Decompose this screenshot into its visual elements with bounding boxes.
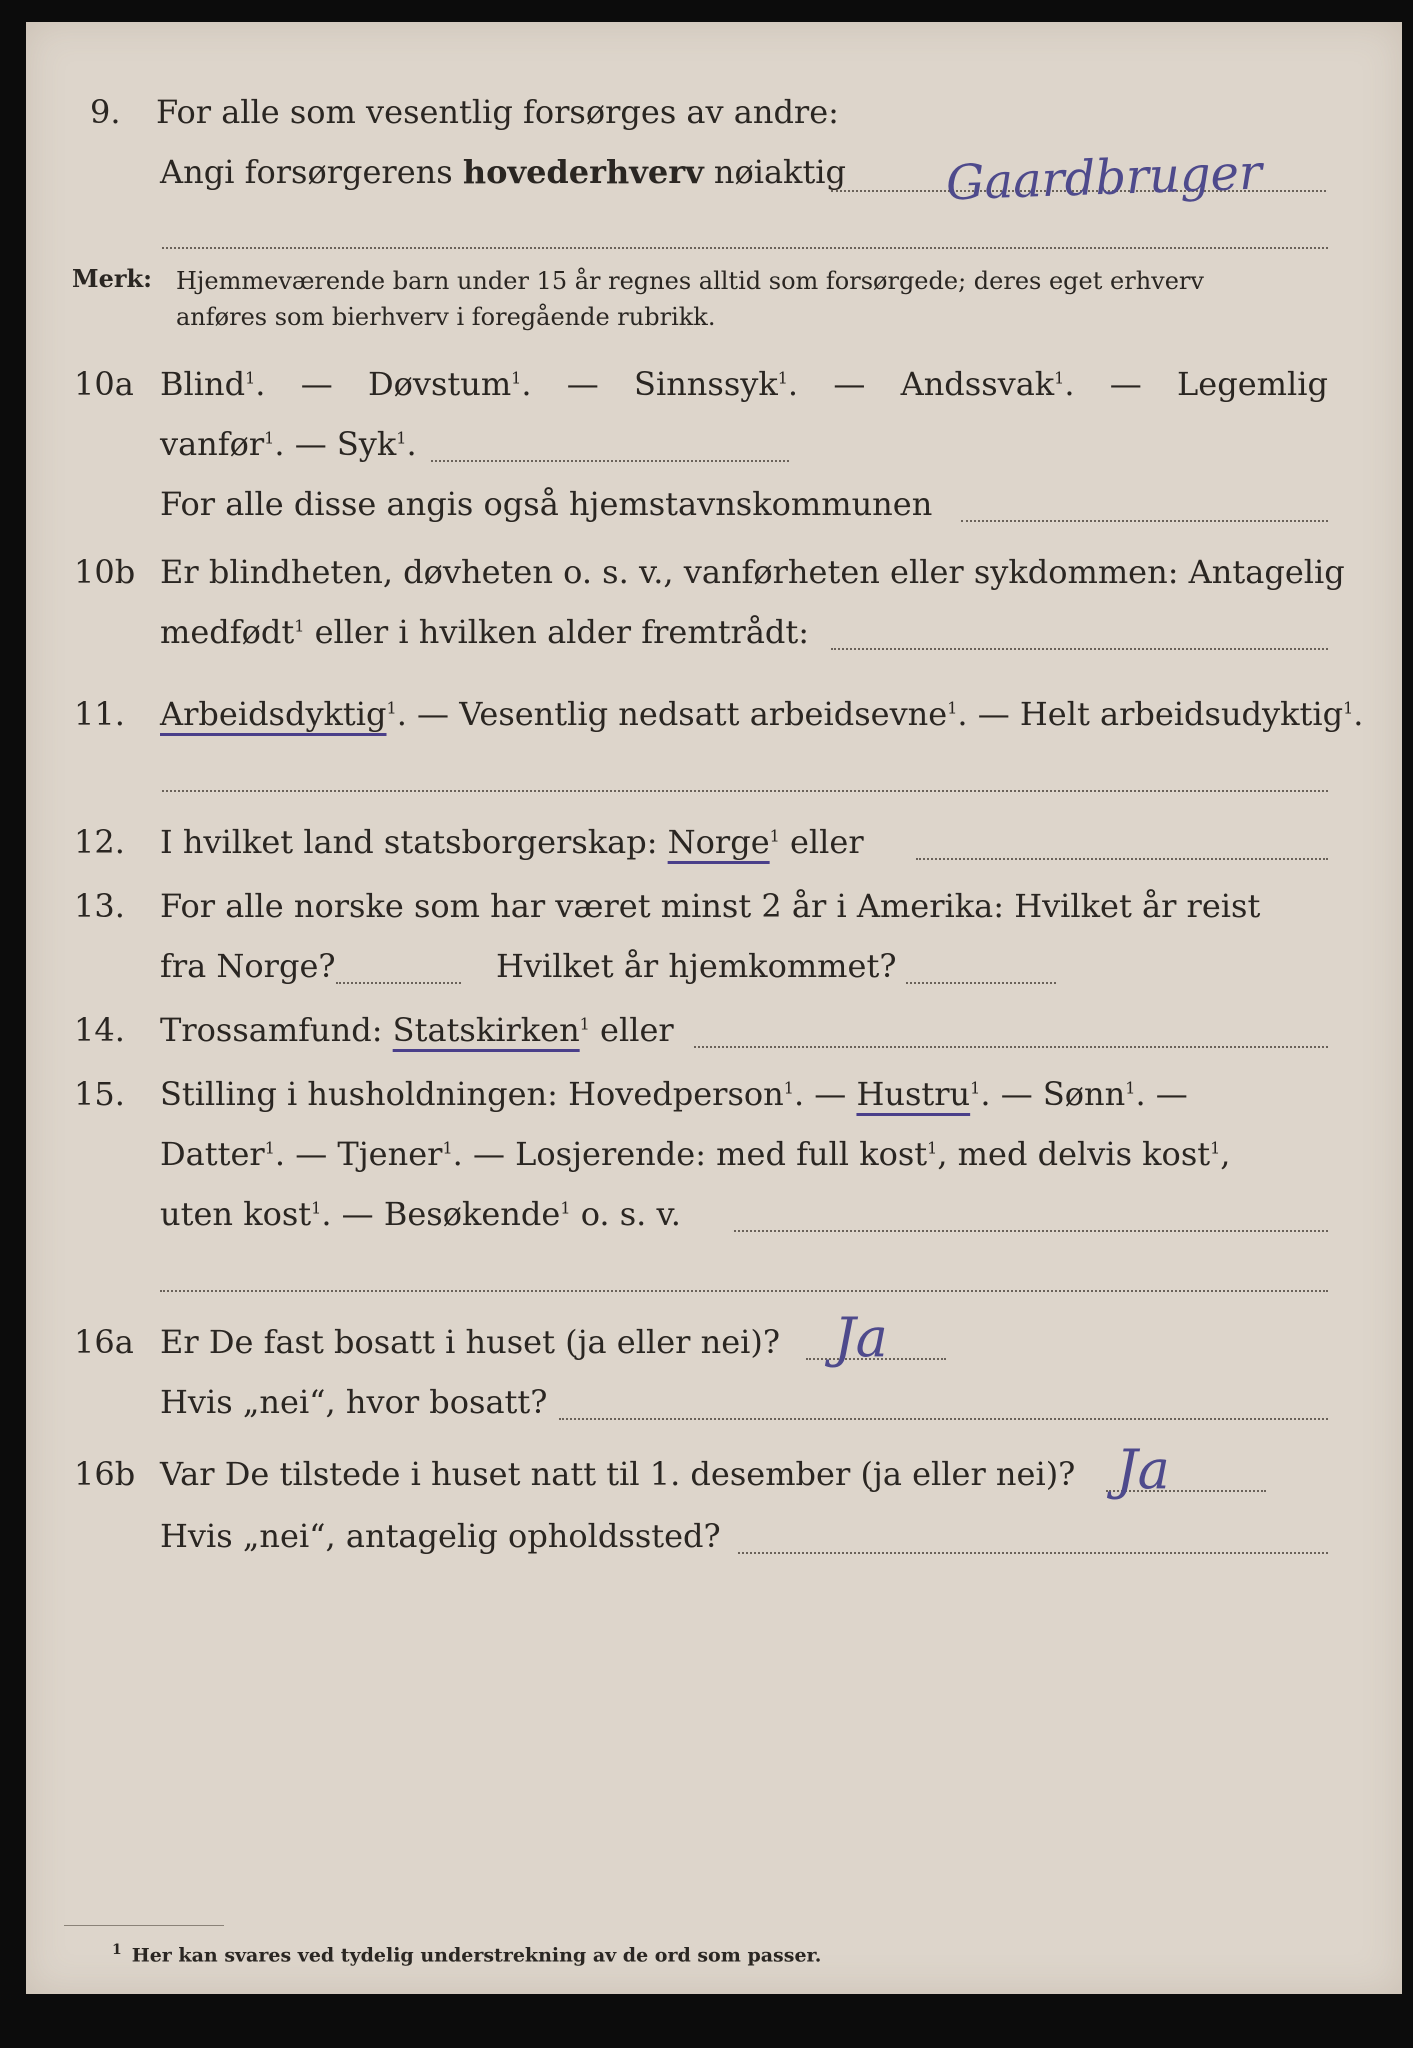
q9-sub-question: Angi forsørgerens hovederhverv nøiaktig	[160, 153, 847, 191]
footnote	[112, 1938, 821, 1967]
q9-question: For alle som vesentlig forsørges av andre:	[156, 93, 839, 131]
q14-question: Trossamfund: Statskirken$^1$ eller	[160, 1011, 674, 1049]
q10b-line1: Er blindheten, døvheten o. s. v., vanførheten eller sykdommen: Antagelig	[160, 553, 1345, 591]
q15-extra-line	[160, 1290, 1328, 1292]
q16b-line2: Hvis „nei“, antagelig opholdssted?	[160, 1517, 721, 1555]
q10a-syk-line	[431, 460, 789, 462]
q10b-line2: medfødt$^1$ eller i hvilken alder fremtrådt:	[160, 613, 810, 651]
q16b-handwritten-answer: Ja	[1116, 1438, 1170, 1501]
q16b-question: Var De tilstede i huset natt til 1. desember (ja eller nei)?	[160, 1455, 1076, 1493]
option-sinnssyk[interactable]: Sinnssyk	[634, 365, 778, 403]
q16a-line2: Hvis „nei“, hvor bosatt?	[160, 1383, 548, 1421]
q10b-number: 10b	[74, 553, 136, 591]
q16a-handwritten-answer: Ja	[834, 1306, 888, 1369]
q15-line1: Stilling i husholdningen: Hovedperson$^1$. — Hustru$^1$. — Sønn$^1$. —	[160, 1075, 1188, 1113]
q15-line2: Datter$^1$. — Tjener$^1$. — Losjerende: med full kost$^1$, med delvis kost$^1$,	[160, 1135, 1231, 1173]
option-andssvak[interactable]: Andssvak	[900, 365, 1055, 403]
q16a-bosatt-line	[559, 1418, 1328, 1420]
option-hustru[interactable]: Hustru	[856, 1075, 971, 1113]
option-hovedperson[interactable]: Stilling i husholdningen: Hovedperson	[160, 1075, 784, 1113]
q16b-number: 16b	[74, 1455, 136, 1493]
option-uten-kost[interactable]: uten kost	[160, 1195, 312, 1233]
option-blind[interactable]: Blind	[160, 365, 246, 403]
option-norge[interactable]: Norge	[667, 823, 770, 861]
q12-answer-line	[916, 858, 1328, 860]
q13-line1: For alle norske som har været minst 2 år i Amerika: Hvilket år reist	[160, 887, 1261, 925]
q15-number: 15.	[74, 1075, 125, 1113]
q15-answer-line	[734, 1230, 1328, 1232]
footnote-mark: 1	[112, 1942, 122, 1958]
option-nedsatt[interactable]: Vesentlig nedsatt arbeidsevne	[459, 695, 948, 733]
merk-label: Merk:	[72, 264, 152, 293]
option-legemlig[interactable]: Legemlig	[1177, 365, 1328, 403]
q10b-answer-line	[831, 648, 1328, 650]
q16a-question: Er De fast bosatt i huset (ja eller nei)?	[160, 1323, 781, 1361]
option-tjener[interactable]: Tjener	[337, 1135, 443, 1173]
q10a-line2: vanfør$^1$. — Syk$^1$.	[160, 425, 417, 463]
option-besokende[interactable]: Besøkende	[383, 1195, 561, 1233]
q13-number: 13.	[74, 887, 125, 925]
q16a-number: 16a	[74, 1323, 134, 1361]
option-sonn[interactable]: Sønn	[1042, 1075, 1126, 1113]
q12-question: I hvilket land statsborgerskap: Norge$^1$ eller	[160, 823, 864, 861]
q15-line3: uten kost$^1$. — Besøkende$^1$ o. s. v.	[160, 1195, 681, 1233]
q13-hjemkommet-line	[906, 982, 1056, 984]
q11-options: Arbeidsdyktig$^1$. — Vesentlig nedsatt arbeidsevne$^1$. — Helt arbeidsudyktig$^1$.	[160, 695, 1364, 733]
option-arbeidsudyktig[interactable]: Helt arbeidsudyktig	[1019, 695, 1344, 733]
option-full-kost[interactable]: med full kost	[716, 1135, 928, 1173]
q14-answer-line	[694, 1046, 1328, 1048]
q13-line2a: fra Norge?	[160, 947, 336, 985]
q9-handwritten-answer: Gaardbruger	[945, 144, 1263, 212]
option-medfodt[interactable]: medfødt	[160, 613, 295, 651]
option-delvis-kost[interactable]: med delvis kost	[957, 1135, 1211, 1173]
option-datter[interactable]: Datter	[160, 1135, 265, 1173]
q9-number: 9.	[90, 93, 121, 131]
census-form-page	[26, 22, 1402, 1994]
q10a-number: 10a	[74, 365, 134, 403]
option-dovstum[interactable]: Døvstum	[367, 365, 512, 403]
q9-extra-line	[162, 247, 1328, 249]
option-statskirken[interactable]: Statskirken	[392, 1011, 580, 1049]
q10a-line3: For alle disse angis også hjemstavnskommunen	[160, 485, 933, 523]
footnote-text: Her kan svares ved tydelig understrekning av de ord som passer.	[131, 1944, 822, 1967]
q11-number: 11.	[74, 695, 125, 733]
q14-number: 14.	[74, 1011, 125, 1049]
option-syk[interactable]: Syk	[336, 425, 397, 463]
q10a-options: Blind$^1$. — Døvstum$^1$. — Sinnssyk$^1$. — Andssvak$^1$. — Legemlig	[160, 365, 1328, 403]
q13-line2b: Hvilket år hjemkommet?	[496, 947, 897, 985]
q13-reist-line	[336, 982, 461, 984]
q10a-hjemstavn-line	[961, 520, 1328, 522]
q11-extra-line	[162, 790, 1328, 792]
footnote-rule	[64, 1925, 224, 1926]
merk-text-2: anføres som bierhverv i foregående rubrikk.	[176, 303, 716, 331]
q16b-opholdssted-line	[738, 1552, 1328, 1554]
option-arbeidsdyktig[interactable]: Arbeidsdyktig	[160, 695, 387, 733]
merk-text-1: Hjemmeværende barn under 15 år regnes alltid som forsørgede; deres eget erhverv	[176, 267, 1204, 295]
q12-number: 12.	[74, 823, 125, 861]
option-vanfor[interactable]: vanfør	[160, 425, 265, 463]
